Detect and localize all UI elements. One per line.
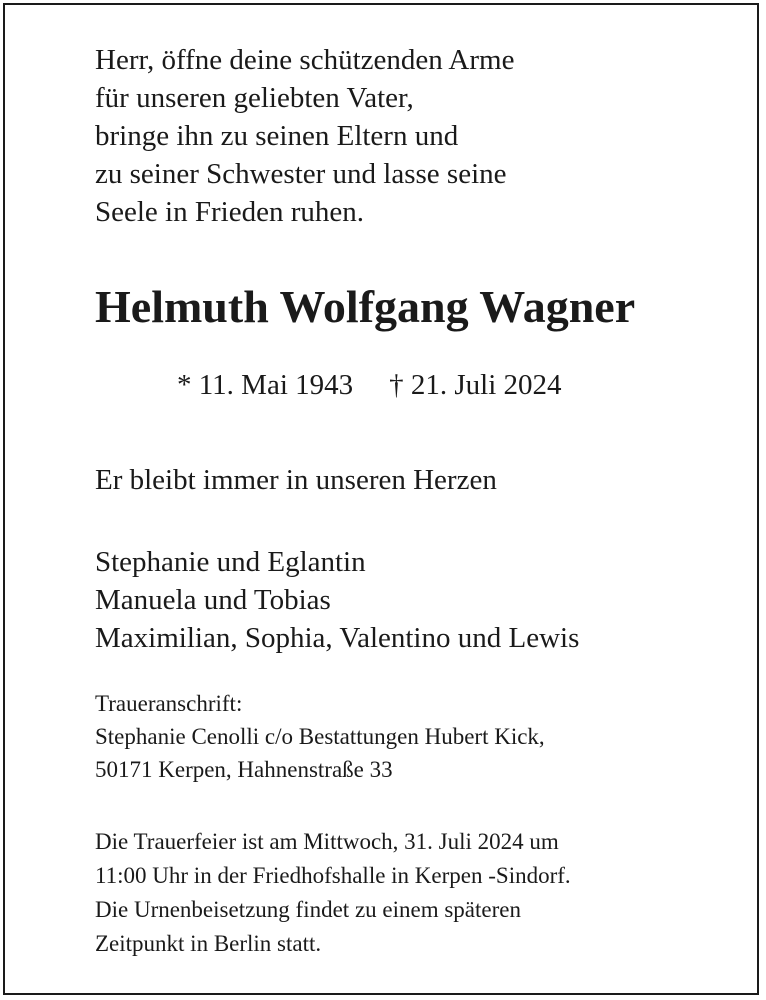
- birth-date: * 11. Mai 1943: [177, 369, 354, 401]
- deceased-name: Helmuth Wolfgang Wagner: [95, 281, 636, 332]
- family-list: [95, 543, 579, 657]
- family-line: Maximilian, Sophia, Valentino und Lewis: [95, 622, 580, 654]
- address-line: Stephanie Cenolli c/o Bestattungen Hubert Kick,: [95, 724, 545, 749]
- verse-line: bringe ihn zu seinen Eltern und: [95, 120, 459, 152]
- verse-line: Seele in Frieden ruhen.: [95, 196, 364, 228]
- verse: [95, 41, 514, 231]
- funeral-service-info: [95, 825, 571, 961]
- family-line: Manuela und Tobias: [95, 584, 331, 616]
- verse-line: zu seiner Schwester und lasse seine: [95, 158, 507, 190]
- address-label: Traueranschrift:: [95, 691, 243, 716]
- remembrance-line: Er bleibt immer in unseren Herzen: [95, 464, 497, 496]
- life-dates: [177, 367, 562, 403]
- service-line: 11:00 Uhr in der Friedhofshalle in Kerpen -Sindorf.: [95, 863, 571, 888]
- verse-line: Herr, öffne deine schützenden Arme: [95, 44, 515, 76]
- condolence-address: [95, 687, 545, 786]
- service-line: Die Urnenbeisetzung findet zu einem späteren: [95, 897, 521, 922]
- death-date: † 21. Juli 2024: [389, 369, 562, 401]
- service-line: Die Trauerfeier ist am Mittwoch, 31. Juli 2024 um: [95, 829, 559, 854]
- verse-line: für unseren geliebten Vater,: [95, 82, 414, 114]
- obituary-frame: [3, 3, 759, 995]
- address-line: 50171 Kerpen, Hahnenstraße 33: [95, 757, 393, 782]
- service-line: Zeitpunkt in Berlin statt.: [95, 931, 322, 956]
- family-line: Stephanie und Eglantin: [95, 546, 366, 578]
